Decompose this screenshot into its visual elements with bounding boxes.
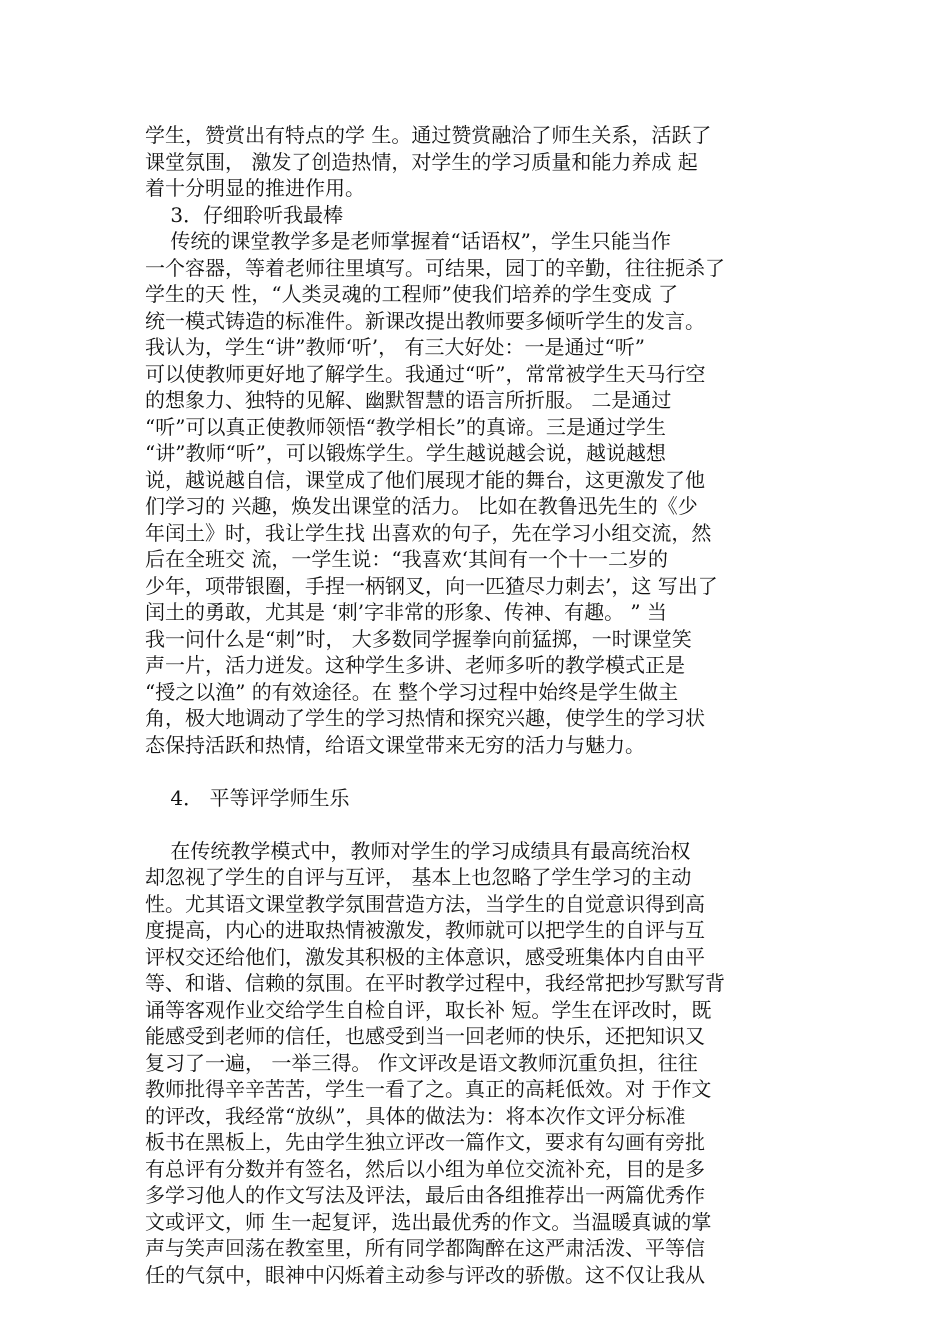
text-line: “听”可以真正使教师领悟“教学相长”的真谛。三是通过学生 bbox=[145, 414, 666, 439]
text-line: 后在全班交 流，一学生说：“我喜欢‘其间有一个十一二岁的 bbox=[145, 547, 668, 571]
document-page bbox=[145, 122, 815, 1288]
text-line: 复习了一遍， 一举三得。 作文评改是语文教师沉重负担，往往 bbox=[145, 1050, 698, 1075]
text-line: “讲”教师“听”，可以锻炼学生。学生越说越会说，越说越想 bbox=[145, 441, 666, 465]
text-line: 评权交还给他们，激发其积极的主体意识，感受班集体内自由平 bbox=[145, 944, 705, 969]
text-line: 态保持活跃和热情，给语文课堂带来无穷的活力与魅力。 bbox=[145, 732, 645, 757]
paragraph-listening bbox=[145, 228, 815, 758]
text-line: 度提高，内心的进取热情被激发，教师就可以把学生的自评与互 bbox=[145, 918, 705, 942]
text-line: 学生的天 性，“人类灵魂的工程师”使我们培养的学生变成 了 bbox=[145, 282, 679, 306]
text-line: 闰土的勇敢，尤其是 ‘刺’字非常的形象、传神、有趣。 ” 当 bbox=[145, 600, 668, 624]
text-line: 课堂氛围， 激发了创造热情，对学生的学习质量和能力养成 起 bbox=[145, 149, 698, 174]
paragraph-evaluation bbox=[145, 838, 815, 1289]
text-line: 声一片，活力迸发。这种学生多讲、老师多听的教学模式正是 bbox=[145, 653, 685, 677]
text-line: 说，越说越自信，课堂成了他们展现才能的舞台，这更激发了他 bbox=[145, 467, 705, 492]
text-line: 的评改，我经常“放纵”，具体的做法为：将本次作文评分标准 bbox=[145, 1103, 686, 1128]
text-line: 多学习他人的作文写法及评法，最后由各组推荐出一两篇优秀作 bbox=[145, 1183, 705, 1207]
blank-line bbox=[145, 811, 815, 838]
text-line: 们学习的 兴趣，焕发出课堂的活力。 比如在教鲁迅先生的《少 bbox=[145, 494, 698, 518]
text-line: 声与笑声回荡在教室里，所有同学都陶醉在这严肃活泼、平等信 bbox=[145, 1236, 705, 1260]
text-line: 年闰土》时，我让学生找 出喜欢的句子，先在学习小组交流，然 bbox=[145, 520, 712, 545]
section-heading-4: 4． 平等评学师生乐 bbox=[145, 785, 350, 810]
text-line: 性。尤其语文课堂教学氛围营造方法，当学生的自觉意识得到高 bbox=[145, 891, 705, 916]
text-line: 等、和谐、信赖的氛围。在平时教学过程中，我经常把抄写默写背 bbox=[145, 971, 725, 995]
text-line: 我认为，学生“讲”教师‘听’， 有三大好处：一是通过“听” bbox=[145, 335, 645, 359]
text-line: 任的气氛中，眼神中闪烁着主动参与评改的骄傲。这不仅让我从 bbox=[145, 1262, 705, 1287]
text-line: 角，极大地调动了学生的学习热情和探究兴趣，使学生的学习状 bbox=[145, 706, 705, 730]
text-line: 着十分明显的推进作用。 bbox=[145, 176, 365, 200]
text-line: 板书在黑板上，先由学生独立评改一篇作文，要求有勾画有旁批 bbox=[145, 1130, 705, 1154]
text-line: 可以使教师更好地了解学生。我通过“听”，常常被学生天马行空 bbox=[145, 361, 706, 386]
text-line: 文或评文，师 生一起复评，选出最优秀的作文。当温暖真诚的掌 bbox=[145, 1209, 712, 1234]
paragraph-praise bbox=[145, 122, 815, 202]
text-line: 我一问什么是“刺”时， 大多数同学握拳向前猛掷，一时课堂笑 bbox=[145, 626, 692, 651]
text-line: 在传统教学模式中，教师对学生的学习成绩具有最高统治权 bbox=[145, 838, 691, 863]
section-heading-3: 3．仔细聆听我最棒 bbox=[145, 202, 344, 227]
blank-line bbox=[145, 758, 815, 785]
text-line: 统一模式铸造的标准件。新课改提出教师要多倾听学生的发言。 bbox=[145, 308, 705, 333]
text-line: 的想象力、独特的见解、幽默智慧的语言所折服。 二是通过 bbox=[145, 388, 672, 412]
text-line: “授之以渔” 的有效途径。在 整个学习过程中始终是学生做主 bbox=[145, 679, 679, 704]
text-line: 却忽视了学生的自评与互评， 基本上也忽略了学生学习的主动 bbox=[145, 865, 692, 889]
text-line: 教师批得辛辛苦苦，学生一看了之。真正的高耗低效。对 于作文 bbox=[145, 1077, 712, 1101]
text-line: 能感受到老师的信任，也感受到当一回老师的快乐，还把知识又 bbox=[145, 1024, 705, 1048]
text-line: 传统的课堂教学多是老师掌握着“话语权”，学生只能当作 bbox=[145, 229, 671, 253]
text-line: 学生，赞赏出有特点的学 生。通过赞赏融洽了师生关系，活跃了 bbox=[145, 123, 712, 147]
text-line: 诵等客观作业交给学生自检自评，取长补 短。学生在评改时，既 bbox=[145, 997, 712, 1022]
text-line: 一个容器，等着老师往里填写。可结果，园丁的辛勤，往往扼杀了 bbox=[145, 255, 725, 280]
text-line: 有总评有分数并有签名，然后以小组为单位交流补充，目的是多 bbox=[145, 1156, 705, 1181]
text-line: 少年，项带银圈，手捏一柄钢叉，向一匹猹尽力刺去’，这 写出了 bbox=[145, 573, 718, 598]
